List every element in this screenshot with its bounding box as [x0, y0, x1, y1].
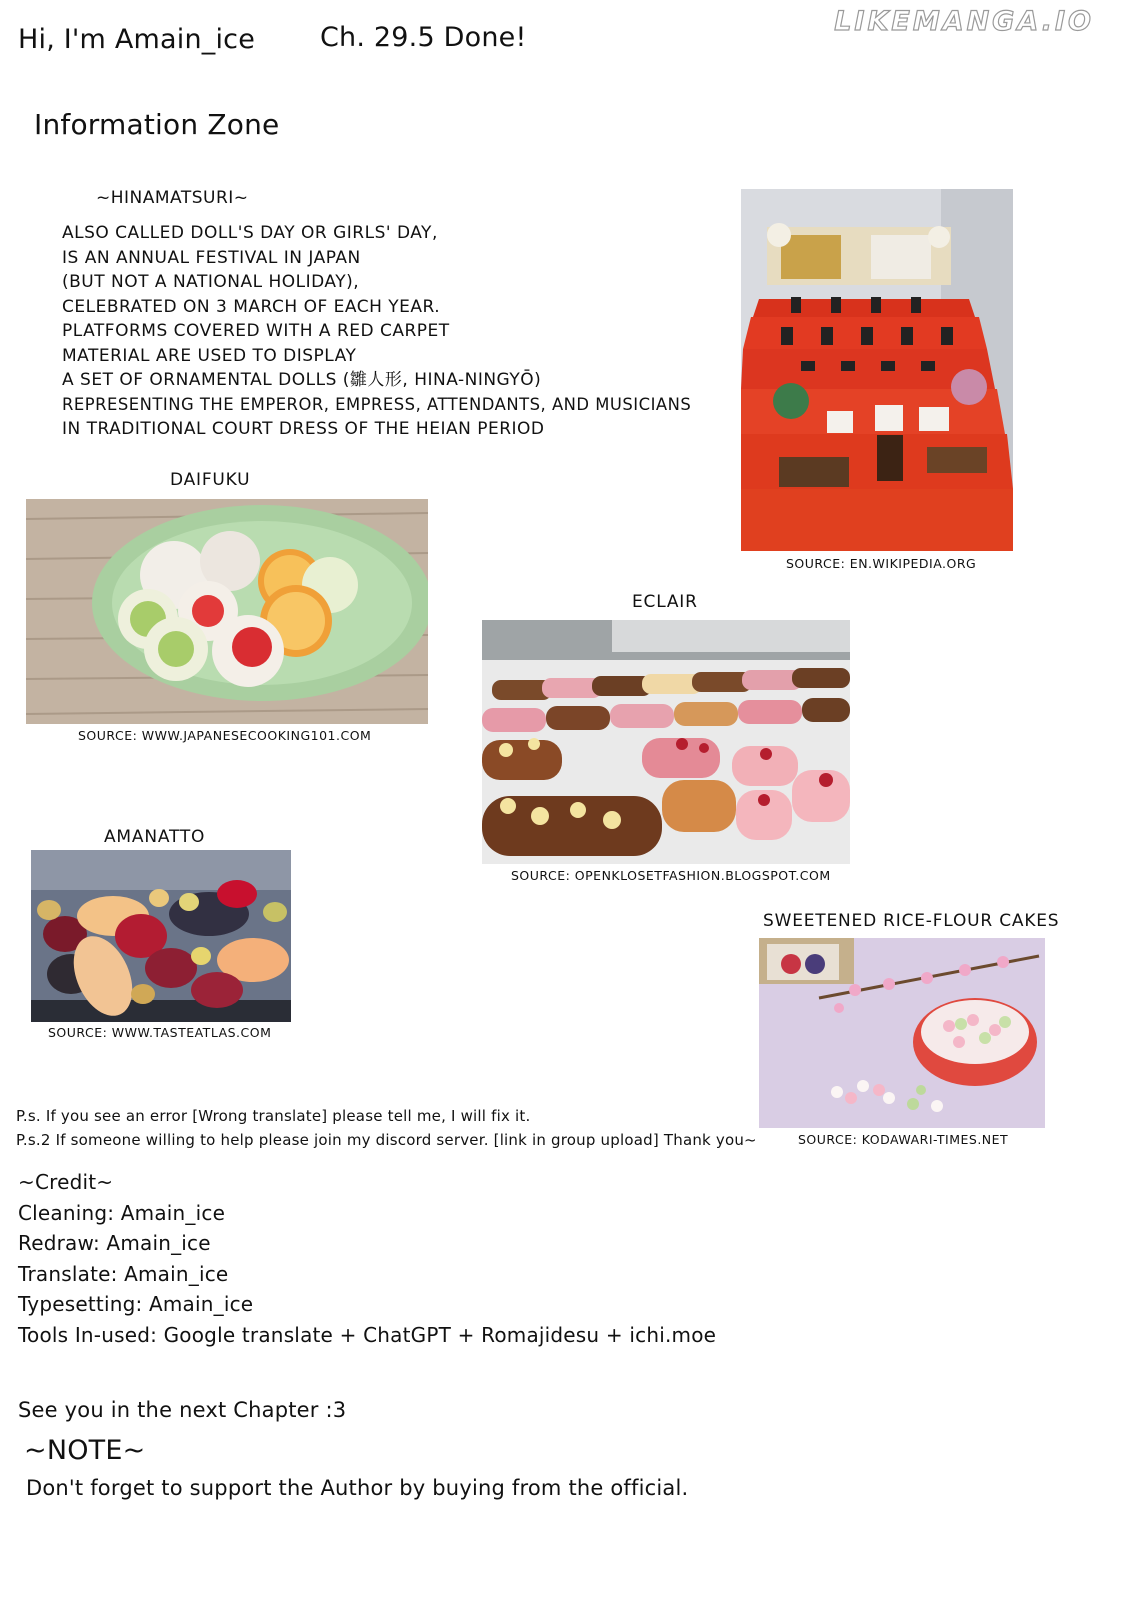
hinamatsuri-line: IS AN ANNUAL FESTIVAL IN JAPAN [62, 247, 361, 268]
hinamatsuri-line: ALSO CALLED DOLL'S DAY OR GIRLS' DAY, [62, 223, 438, 243]
hinamatsuri-line: REPRESENTING THE EMPEROR, EMPRESS, ATTENDANTS, AND MUSICIANS [62, 394, 692, 414]
daifuku-photo [26, 499, 428, 724]
hinamatsuri-line: A SET OF ORNAMENTAL DOLLS (雛人形, HINA-NINGYŌ) [62, 370, 542, 390]
hinamatsuri-title: ~HINAMATSURI~ [96, 188, 249, 208]
rice-cakes-label: SWEETENED RICE-FLOUR CAKES [763, 911, 1060, 931]
rice-cakes-source: SOURCE: KODAWARI-TIMES.NET [798, 1132, 1009, 1147]
credit-redraw: Redraw: Amain_ice [18, 1231, 211, 1255]
amanatto-label: AMANATTO [104, 827, 206, 847]
credits [18, 1167, 716, 1350]
ps-line-1: P.s. If you see an error [Wrong translate] please tell me, I will fix it. [16, 1107, 531, 1125]
hinamatsuri-description [62, 221, 691, 442]
hina-dolls-photo [741, 189, 1013, 551]
hinamatsuri-line: (BUT NOT A NATIONAL HOLIDAY), [62, 272, 360, 292]
hinamatsuri-line: CELEBRATED ON 3 MARCH OF EACH YEAR. [62, 296, 441, 317]
ps-line-2: P.s.2 If someone willing to help please join my discord server. [link in group upload] Thank you~ [16, 1131, 757, 1149]
credit-tools: Tools In-used: Google translate + ChatGPT + Romajidesu + ichi.moe [18, 1322, 717, 1347]
credit-translate: Translate: Amain_ice [18, 1261, 229, 1286]
eclair-label: ECLAIR [632, 592, 698, 612]
ps-note [16, 1104, 757, 1152]
daifuku-label: DAIFUKU [170, 470, 251, 490]
chapter-status: Ch. 29.5 Done! [320, 22, 527, 53]
credit-cleaning: Cleaning: Amain_ice [18, 1200, 226, 1225]
note-title: ~NOTE~ [24, 1435, 146, 1466]
amanatto-photo [31, 850, 291, 1022]
closing-message: See you in the next Chapter :3 [18, 1398, 347, 1422]
eclair-photo [482, 620, 850, 864]
watermark: LIKEMANGA.IO [834, 6, 1094, 37]
daifuku-source: SOURCE: WWW.JAPANESECOOKING101.COM [78, 728, 372, 743]
greeting: Hi, I'm Amain_ice [18, 24, 256, 55]
rice-cakes-photo [759, 938, 1045, 1128]
note-text: Don't forget to support the Author by buying from the official. [26, 1476, 689, 1500]
hinamatsuri-line: PLATFORMS COVERED WITH A RED CARPET [62, 321, 450, 341]
hinamatsuri-source: SOURCE: EN.WIKIPEDIA.ORG [786, 556, 977, 571]
hinamatsuri-line: IN TRADITIONAL COURT DRESS OF THE HEIAN PERIOD [62, 419, 545, 439]
section-title: Information Zone [34, 108, 280, 141]
credits-title: ~Credit~ [18, 1170, 114, 1194]
amanatto-source: SOURCE: WWW.TASTEATLAS.COM [48, 1025, 272, 1040]
eclair-source: SOURCE: OPENKLOSETFASHION.BLOGSPOT.COM [511, 868, 831, 883]
hinamatsuri-line: MATERIAL ARE USED TO DISPLAY [62, 345, 357, 366]
credit-typesetting: Typesetting: Amain_ice [18, 1292, 254, 1316]
